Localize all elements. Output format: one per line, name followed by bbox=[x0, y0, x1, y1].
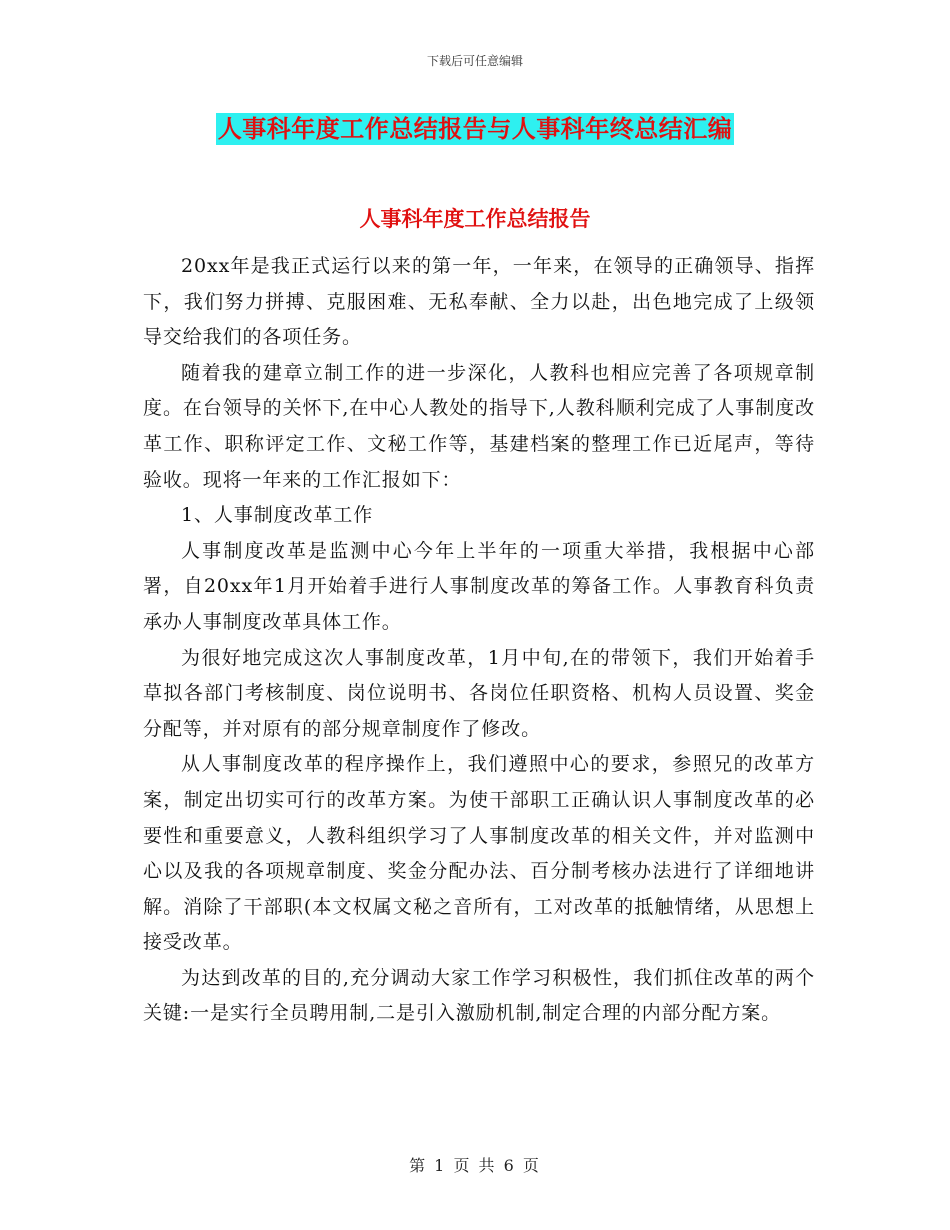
sub-title: 人事科年度工作总结报告 bbox=[359, 207, 591, 231]
paragraph: 从人事制度改革的程序操作上，我们遵照中心的要求，参照兄的改革方案，制定出切实可行的改革方案。为使干部职工正确认识人事制度改革的必要性和重要意义，人教科组织学习了人事制度改革的相关文件，并对监测中心以及我的各项规章制度、奖金分配办法、百分制考核办法进行了详细地讲解。消除了干部职(本文权属文秘之音所有，工对改革的抵触情绪，从思想上接受改革。 bbox=[143, 753, 815, 954]
paragraph: 20xx年是我正式运行以来的第一年，一年来，在领导的正确领导、指挥下，我们努力拼搏、克服困难、无私奉献、全力以赴，出色地完成了上级领导交给我们的各项任务。 bbox=[143, 255, 815, 349]
header-note: 下载后可任意编辑 bbox=[426, 54, 523, 68]
page-indicator: 第 1 页 共 6 页 bbox=[409, 1156, 541, 1175]
paragraph: 为很好地完成这次人事制度改革，1月中旬,在的带领下，我们开始着手草拟各部门考核制度、岗位说明书、各岗位任职资格、机构人员设置、奖金分配等，并对原有的部分规章制度作了修改。 bbox=[143, 646, 815, 740]
paragraph: 为达到改革的目的,充分调动大家工作学习积极性，我们抓住改革的两个关键:一是实行全员聘用制,二是引入激励机制,制定合理的内部分配方案。 bbox=[143, 966, 815, 1025]
paragraph: 人事制度改革是监测中心今年上半年的一项重大举措，我根据中心部署，自20xx年1月开始着手进行人事制度改革的筹备工作。人事教育科负责承办人事制度改革具体工作。 bbox=[143, 539, 815, 633]
main-title-container bbox=[0, 113, 950, 145]
document-body bbox=[143, 249, 815, 1032]
section-heading: 1、人事制度改革工作 bbox=[181, 504, 374, 527]
main-title: 人事科年度工作总结报告与人事科年终总结汇编 bbox=[217, 115, 733, 143]
paragraph: 随着我的建章立制工作的进一步深化，人教科也相应完善了各项规章制度。在台领导的关怀下,在中心人教处的指导下,人教科顺利完成了人事制度改革工作、职称评定工作、文秘工作等，基建档案的整理工作已近尾声，等待验收。现将一年来的工作汇报如下： bbox=[143, 361, 815, 491]
